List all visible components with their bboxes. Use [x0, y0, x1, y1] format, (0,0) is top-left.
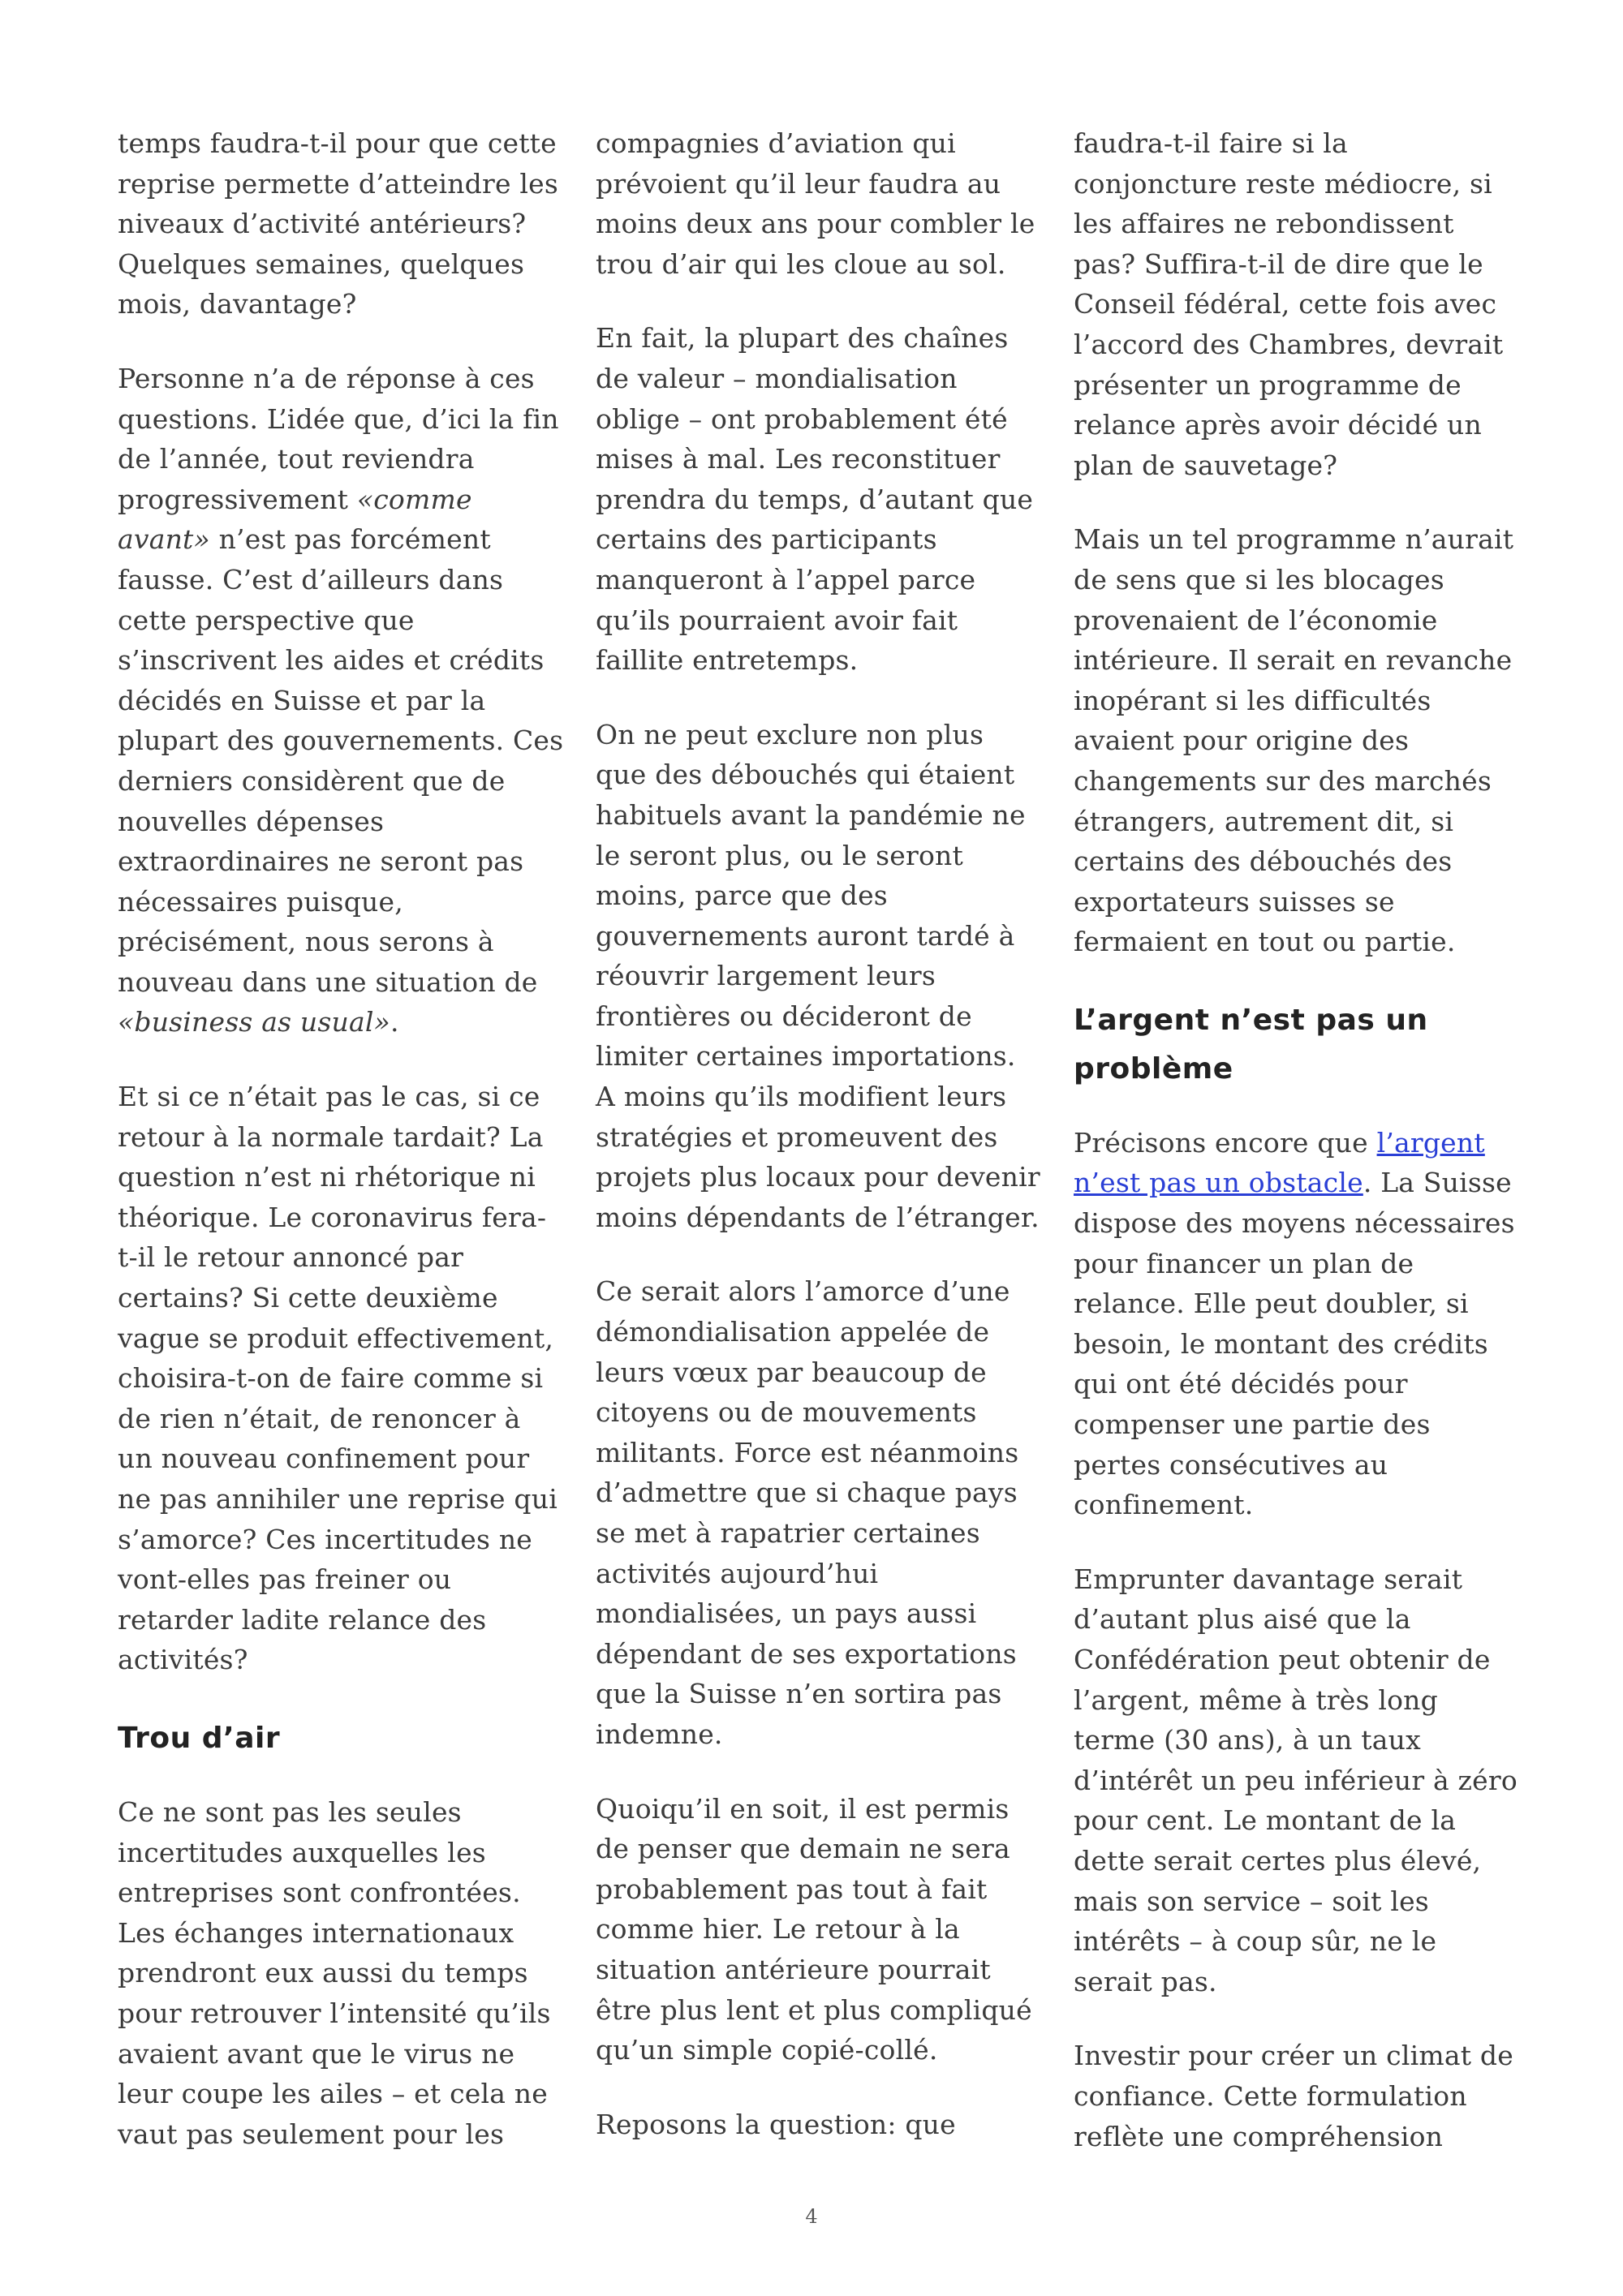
paragraph: En fait, la plupart des chaînes de valeur – mondialisation oblige – ont probablement été mises à mal. Les reconstituer prendra du temps, d’autant que certains des participants manqueront à l’appel parce qu’ils pourraient avoir fait faillite entretemps. — [596, 322, 1034, 677]
paragraph: Reposons la question: que — [596, 2108, 956, 2140]
paragraph-text: Personne n’a de réponse à ces questions. L’idée que, d’ici la fin de l’année, tout reviendra progressivement — [118, 362, 559, 515]
paragraph: temps faudra-t-il pour que cette reprise permette d’atteindre les niveaux d’activité antérieurs? Quelques semaines, quelques mois, davantage? — [118, 127, 558, 320]
link-argent-obstacle[interactable]: l’argent n’est pas un obstacle — [1074, 1126, 1485, 1199]
paragraph-text: . La Suisse dispose des moyens nécessaires pour financer un plan de relance. Elle peut doubler, si besoin, le montant des crédits qui ont été décidés pour compenser une partie des pertes consécutives au confinement. — [1074, 1167, 1515, 1521]
page-number: 4 — [805, 2205, 818, 2228]
paragraph-text: Précisons encore que — [1074, 1126, 1377, 1159]
paragraph: faudra-t-il faire si la conjoncture reste médiocre, si les affaires ne rebondissent pas? Suffira-t-il de dire que le Conseil fédéral, cette fois avec l’accord des Chambres, devrait présenter un programme de relance après avoir décidé un plan de sauvetage? — [1074, 127, 1504, 481]
section-heading-trou-dair: Trou d’air — [118, 1721, 281, 1755]
text-column-2 — [596, 123, 1042, 2178]
section-heading-argent: L’argent n’est pas un problème — [1074, 1003, 1428, 1086]
paragraph-text: . — [390, 1006, 399, 1038]
quote-business-as-usual: «business as usual» — [118, 1006, 390, 1038]
text-column-1 — [118, 123, 564, 2188]
paragraph — [1074, 1123, 1520, 1525]
text-column-3 — [1074, 123, 1520, 2191]
paragraph: Emprunter davantage serait d’autant plus aisé que la Confédération peut obtenir de l’argent, même à très long terme (30 ans), à un taux d’intérêt un peu inférieur à zéro pour cent. Le montant de la dette serait certes plus élevé, mais son service – soit les intérêts – à coup sûr, ne le serait pas. — [1074, 1563, 1518, 1997]
paragraph: Et si ce n’était pas le cas, si ce retour à la normale tardait? La question n’est ni rhétorique ni théorique. Le coronavirus fera-t-il le retour annoncé par certains? Si cette deuxième vague se produit effectivement, choisira-t-on de faire comme si de rien n’était, de renoncer à un nouveau confinement pour ne pas annihiler une reprise qui s’amorce? Ces incertitudes ne vont-elles pas freiner ou retarder ladite relance des activités? — [118, 1081, 558, 1676]
paragraph-text: n’est pas forcément fausse. C’est d’ailleurs dans cette perspective que s’inscrivent les aides et crédits décidés en Suisse et par la plupart des gouvernements. Ces derniers considèrent que de nouvelles dépenses extraordinaires ne seront pas nécessaires puisque, précisément, nous serons à nouveau dans une situation de — [118, 523, 564, 998]
quote-comme-avant: «comme avant» — [118, 483, 472, 556]
paragraph: compagnies d’aviation qui prévoient qu’il leur faudra au moins deux ans pour combler le trou d’air qui les cloue au sol. — [596, 127, 1035, 280]
paragraph: Ce serait alors l’amorce d’une démondialisation appelée de leurs vœux par beaucoup de citoyens ou de mouvements militants. Force est néanmoins d’admettre que si chaque pays se met à rapatrier certaines activités aujourd’hui mondialisées, un pays aussi dépendant de ses exportations que la Suisse n’en sortira pas indemne. — [596, 1275, 1019, 1750]
paragraph: Ce ne sont pas les seules incertitudes auxquelles les entreprises sont confrontées. Les échanges internationaux prendront eux aussi du temps pour retrouver l’intensité qu’ils avaient avant que le virus ne leur coupe les ailes – et cela ne vaut pas seulement pour les — [118, 1795, 551, 2150]
paragraph: Mais un tel programme n’aurait de sens que si les blocages provenaient de l’économie intérieure. Il serait en revanche inopérant si les difficultés avaient pour origine des changements sur des marchés étrangers, autrement dit, si certains des débouchés des exportateurs suisses se fermaient en tout ou partie. — [1074, 523, 1514, 958]
paragraph: On ne peut exclure non plus que des débouchés qui étaient habituels avant la pandémie ne le seront plus, ou le seront moins, parce que des gouvernements auront tardé à réouvrir largement leurs frontières ou décideront de limiter certaines importations. A moins qu’ils modifient leurs stratégies et promeuvent des projets plus locaux pour devenir moins dépendants de l’étranger. — [596, 718, 1040, 1233]
paragraph: Quoiqu’il en soit, il est permis de penser que demain ne sera probablement pas tout à fait comme hier. Le retour à la situation antérieure pourrait être plus lent et plus compliqué qu’un simple copié-collé. — [596, 1792, 1032, 2066]
paragraph — [118, 359, 564, 1043]
paragraph: Investir pour créer un climat de confiance. Cette formulation reflète une compréhension — [1074, 2040, 1513, 2152]
